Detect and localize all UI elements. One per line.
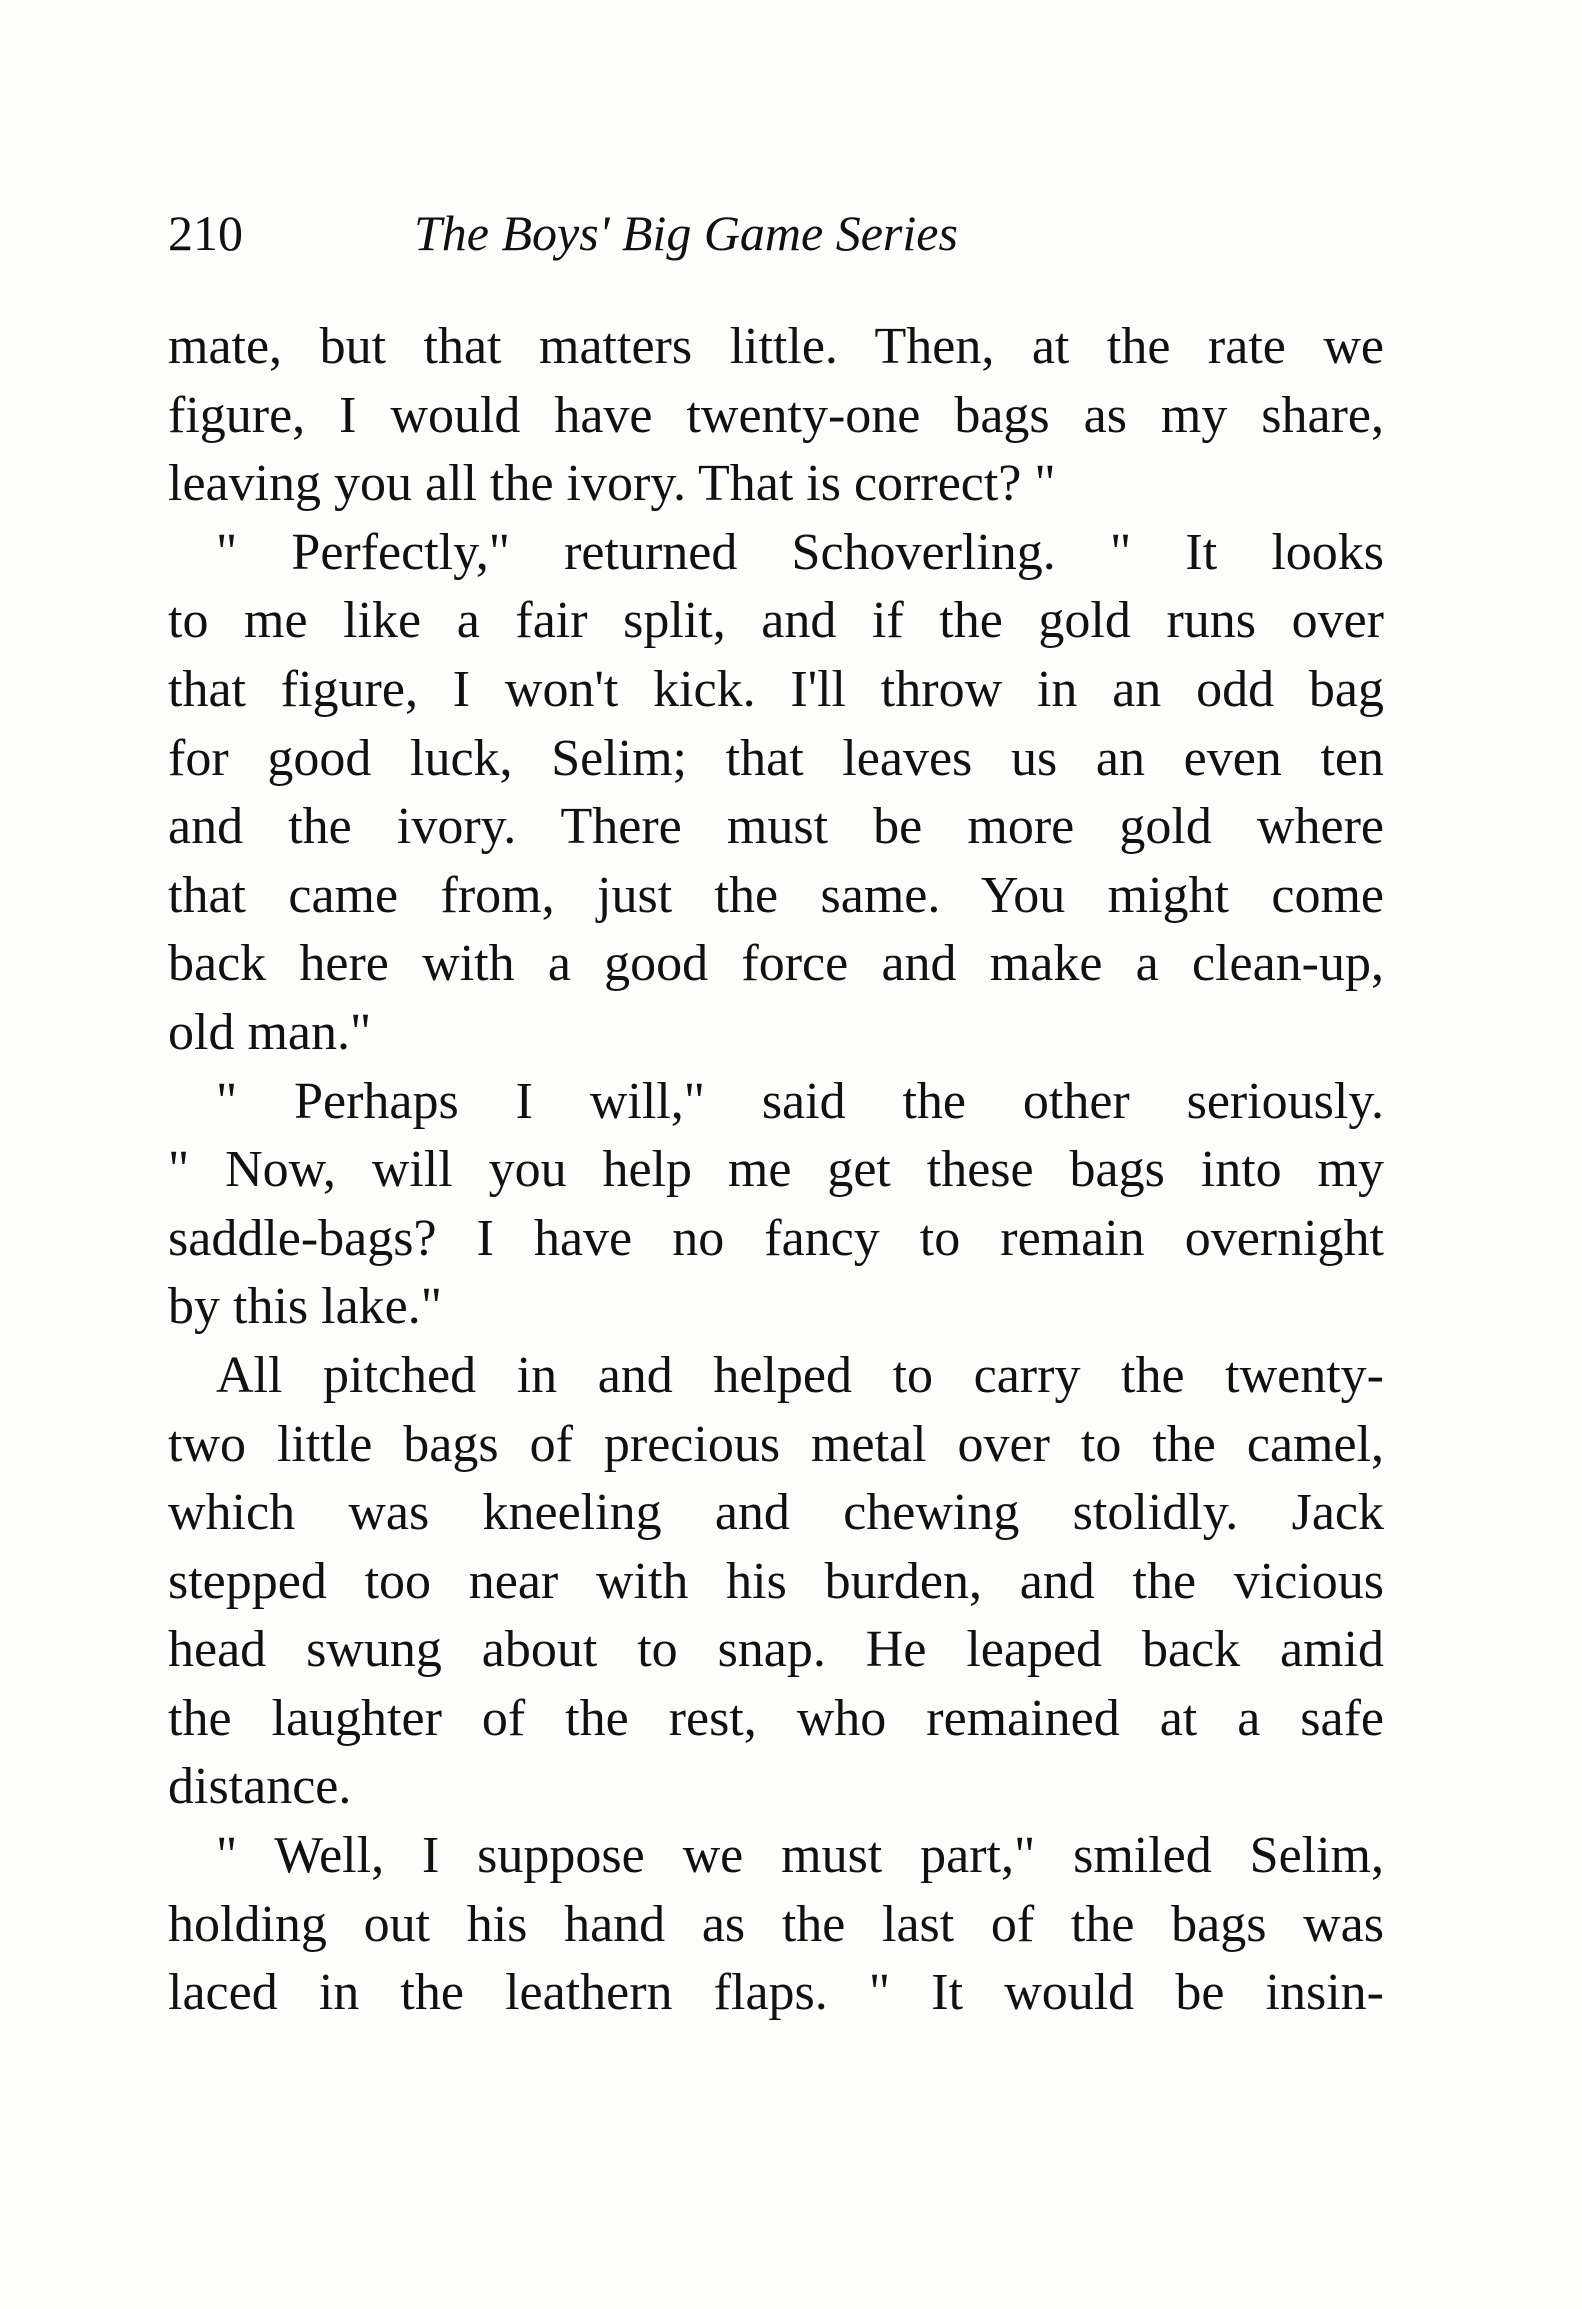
text-line: the laughter of the rest, who remained at a safe <box>168 1689 1384 1747</box>
text-line: holding out his hand as the last of the bags was <box>168 1895 1384 1953</box>
text-line: back here with a good force and make a clean-up, <box>168 935 1384 993</box>
text-line: distance. <box>168 1758 352 1816</box>
text-line: old man." <box>168 1003 372 1061</box>
text-line: " Well, I suppose we must part," smiled Selim, <box>216 1827 1384 1885</box>
text-line: figure, I would have twenty-one bags as my share, <box>168 386 1384 444</box>
book-title: The Boys' Big Game Series <box>414 205 958 261</box>
text-line: that figure, I won't kick. I'll throw in an odd bag <box>168 660 1384 718</box>
page-number: 210 <box>168 205 243 261</box>
text-line: stepped too near with his burden, and the vicious <box>168 1552 1384 1610</box>
text-line: laced in the leathern flaps. " It would be insin- <box>168 1964 1384 2022</box>
text-line: head swung about to snap. He leaped back amid <box>168 1621 1384 1679</box>
text-line: two little bags of precious metal over to the camel, <box>168 1415 1384 1473</box>
text-line: to me like a fair split, and if the gold runs over <box>168 592 1384 650</box>
text-line: " Perfectly," returned Schoverling. " It looks <box>216 523 1384 581</box>
text-line: for good luck, Selim; that leaves us an even ten <box>168 729 1384 787</box>
text-line: leaving you all the ivory. That is correct? " <box>168 455 1056 513</box>
text-line: and the ivory. There must be more gold where <box>168 798 1384 856</box>
text-line: which was kneeling and chewing stolidly. Jack <box>168 1484 1384 1542</box>
text-line: All pitched in and helped to carry the twenty- <box>216 1346 1384 1404</box>
text-line: saddle-bags? I have no fancy to remain overnight <box>168 1209 1384 1267</box>
text-body <box>168 313 1384 2028</box>
text-line: that came from, just the same. You might come <box>168 866 1384 924</box>
text-line: " Perhaps I will," said the other seriously. <box>216 1072 1384 1130</box>
text-line: mate, but that matters little. Then, at the rate we <box>168 318 1384 375</box>
text-line: by this lake." <box>168 1278 442 1336</box>
running-head <box>168 198 1388 268</box>
text-line: " Now, will you help me get these bags into my <box>168 1141 1384 1199</box>
